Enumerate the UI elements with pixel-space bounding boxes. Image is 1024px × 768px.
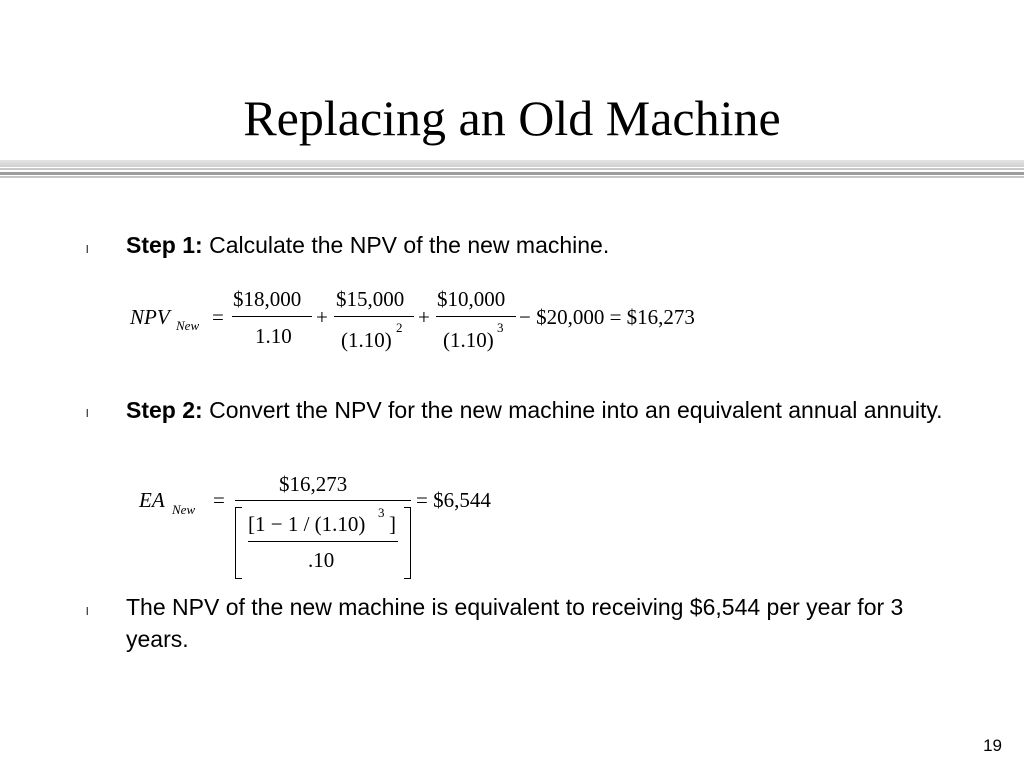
- npv-term2-fraction-bar: [334, 316, 414, 317]
- ea-inner-denominator: .10: [308, 548, 335, 572]
- npv-equals: =: [212, 305, 224, 329]
- npv-term1-numerator: $18,000: [233, 287, 302, 311]
- npv-term3-exponent: 3: [497, 320, 504, 335]
- npv-term1-denominator: 1.10: [255, 324, 292, 348]
- step1-body: Calculate the NPV of the new machine.: [202, 232, 610, 258]
- ea-fraction-bar: [235, 500, 411, 501]
- ea-inner-fraction-bar: [248, 541, 398, 542]
- step1-text: [126, 229, 966, 261]
- npv-lhs: NPV: [130, 305, 170, 329]
- ea-result: = $6,544: [416, 488, 491, 512]
- ea-inner-close-bracket: ]: [389, 512, 396, 536]
- npv-term3-numerator: $10,000: [437, 287, 506, 311]
- bullet-marker: l: [86, 244, 89, 256]
- npv-term3-fraction-bar: [436, 316, 516, 317]
- ea-equals: =: [213, 488, 225, 512]
- ea-lhs: EA: [139, 488, 165, 512]
- step2-text: [126, 394, 966, 426]
- title-divider: [0, 160, 1024, 167]
- ea-inner-numerator: [1 − 1 / (1.10): [248, 512, 366, 536]
- npv-term2-numerator: $15,000: [336, 287, 405, 311]
- npv-result: − $20,000 = $16,273: [519, 305, 695, 329]
- ea-lhs-subscript: New: [172, 502, 196, 517]
- title-divider-line-4: [0, 176, 1024, 178]
- step2-body: Convert the NPV for the new machine into an equivalent annual annuity.: [202, 397, 943, 423]
- bullet-marker: l: [86, 606, 89, 618]
- npv-lhs-subscript: New: [176, 318, 200, 333]
- ea-inner-exponent: 3: [378, 505, 385, 520]
- conclusion-text: The NPV of the new machine is equivalent to receiving $6,544 per year for 3 years.: [126, 594, 904, 652]
- title-divider-line-3: [0, 172, 1024, 175]
- npv-plus-1: +: [316, 305, 328, 329]
- npv-term2-exponent: 2: [396, 320, 403, 335]
- npv-term3-denominator: (1.10): [443, 328, 494, 352]
- step1-label: Step 1:: [126, 232, 203, 258]
- bullet-marker: l: [86, 408, 89, 420]
- npv-term2-denominator: (1.10): [341, 328, 392, 352]
- npv-plus-2: +: [418, 305, 430, 329]
- slide-title: Replacing an Old Machine: [243, 90, 781, 146]
- ea-numerator: $16,273: [279, 472, 348, 496]
- step2-label: Step 2:: [126, 397, 203, 423]
- page-number: 19: [983, 736, 1002, 755]
- ea-left-bracket: [235, 507, 242, 579]
- ea-right-bracket: [404, 507, 411, 579]
- npv-term1-fraction-bar: [232, 316, 312, 317]
- title-divider-line-2: [0, 168, 1024, 170]
